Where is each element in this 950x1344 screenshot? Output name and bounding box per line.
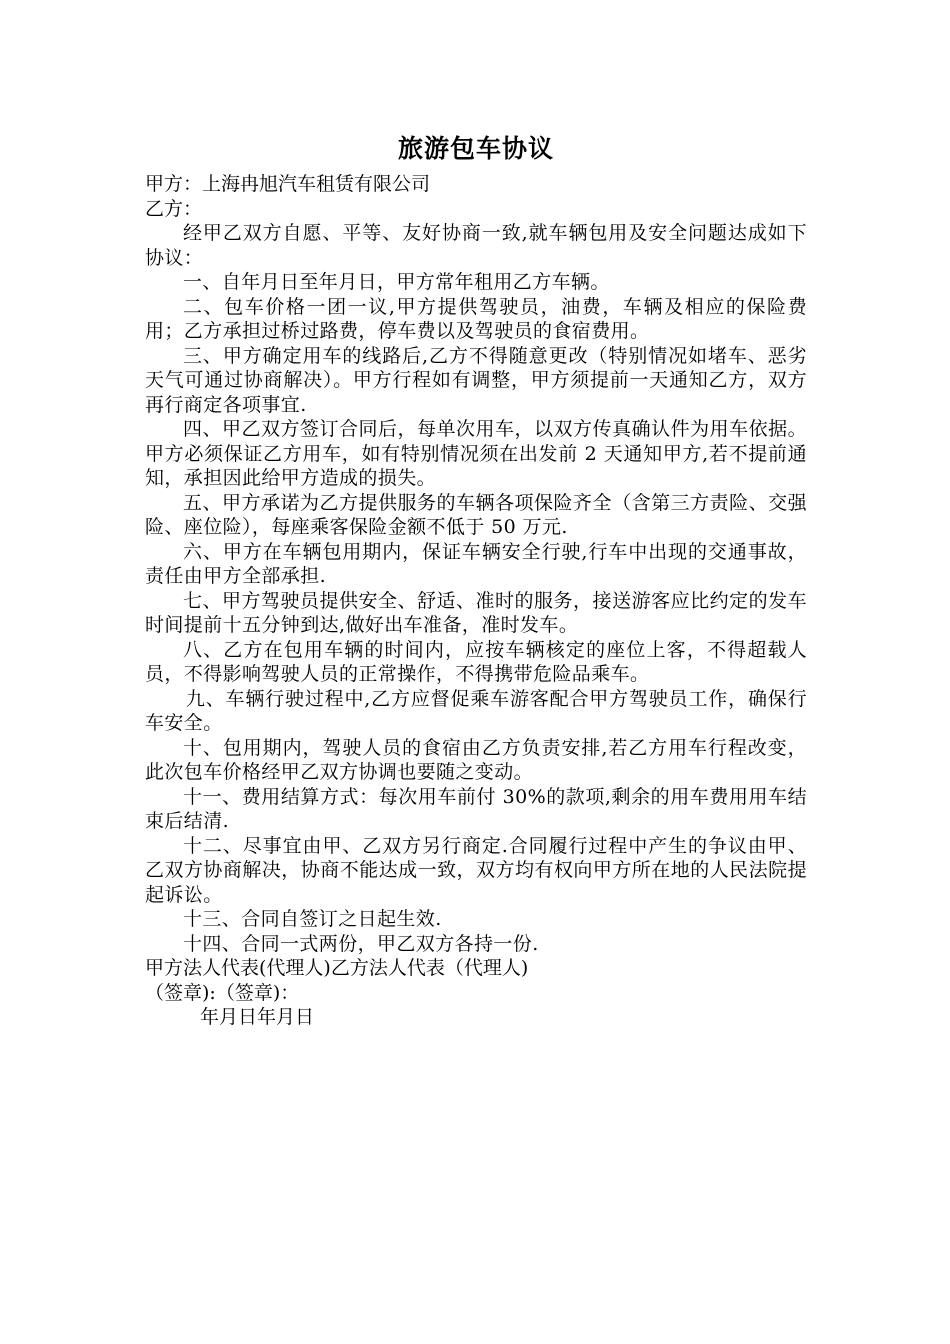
clause-1: 一、自年月日至年月日，甲方常年租用乙方车辆。 — [183, 271, 610, 293]
intro-paragraph: 经甲乙双方自愿、平等、友好协商一致,就车辆包用及安全问题达成如下协议： — [145, 222, 807, 269]
clause-9: 九、车辆行驶过程中,乙方应督促乘车游客配合甲方驾驶员工作，确保行车安全。 — [145, 687, 807, 734]
clause-14: 十四、合同一式两份，甲乙双方各持一份. — [183, 932, 539, 955]
clause-10: 十、包用期内，驾驶人员的食宿由乙方负责安排,若乙方用车行程改变，此次包车价格经甲乙双方协调也要随之变动。 — [145, 736, 807, 783]
clause-8: 八、乙方在包用车辆的时间内，应按车辆核定的座位上客，不得超载人员，不得影响驾驶人员的正常操作，不得携带危险品乘车。 — [145, 638, 807, 685]
clause-3: 三、甲方确定用车的线路后,乙方不得随意更改（特别情况如堵车、恶劣天气可通过协商解决）。甲方行程如有调整，甲方须提前一天通知乙方，双方再行商定各项事宜. — [145, 344, 807, 416]
party-a-line: 甲方：上海冉旭汽车租赁有限公司 — [145, 173, 431, 195]
seal-line: （签章):（签章)： — [145, 981, 300, 1004]
date-line: 年月日年月日 — [200, 1006, 315, 1028]
clause-7: 七、甲方驾驶员提供安全、舒适、准时的服务，接送游客应比约定的发车时间提前十五分钟到达,做好出车准备，准时发车。 — [145, 589, 807, 636]
clause-13: 十三、合同自签订之日起生效. — [183, 908, 442, 930]
document-title: 旅游包车协议 — [397, 134, 554, 163]
clause-4: 四、甲乙双方签订合同后，每单次用车，以双方传真确认件为用车依据。甲方必须保证乙方用车，如有特别情况须在出发前 2 天通知甲方,若不提前通知，承担因此给甲方造成的损失。 — [145, 418, 807, 489]
clause-6: 六、甲方在车辆包用期内，保证车辆安全行驶,行车中出现的交通事故，责任由甲方全部承担. — [145, 540, 807, 587]
party-b-line: 乙方： — [145, 197, 203, 220]
clause-12: 十二、尽事宜由甲、乙双方另行商定.合同履行过程中产生的争议由甲、乙双方协商解决，协商不能达成一致，双方均有权向甲方所在地的人民法院提起诉讼。 — [145, 834, 807, 906]
clause-2: 二、包车价格一团一议,甲方提供驾驶员，油费，车辆及相应的保险费用；乙方承担过桥过路费，停车费以及驾驶员的食宿费用。 — [145, 295, 807, 342]
contract-body — [145, 128, 807, 1030]
signature-line: 甲方法人代表(代理人)乙方法人代表（代理人) — [145, 957, 529, 979]
clause-5: 五、甲方承诺为乙方提供服务的车辆各项保险齐全（含第三方责险、交强险、座位险），每座乘客保险金额不低于 50 万元. — [145, 491, 807, 538]
clause-11: 十一、费用结算方式：每次用车前付 30%的款项,剩余的用车费用用车结束后结清. — [145, 785, 807, 832]
